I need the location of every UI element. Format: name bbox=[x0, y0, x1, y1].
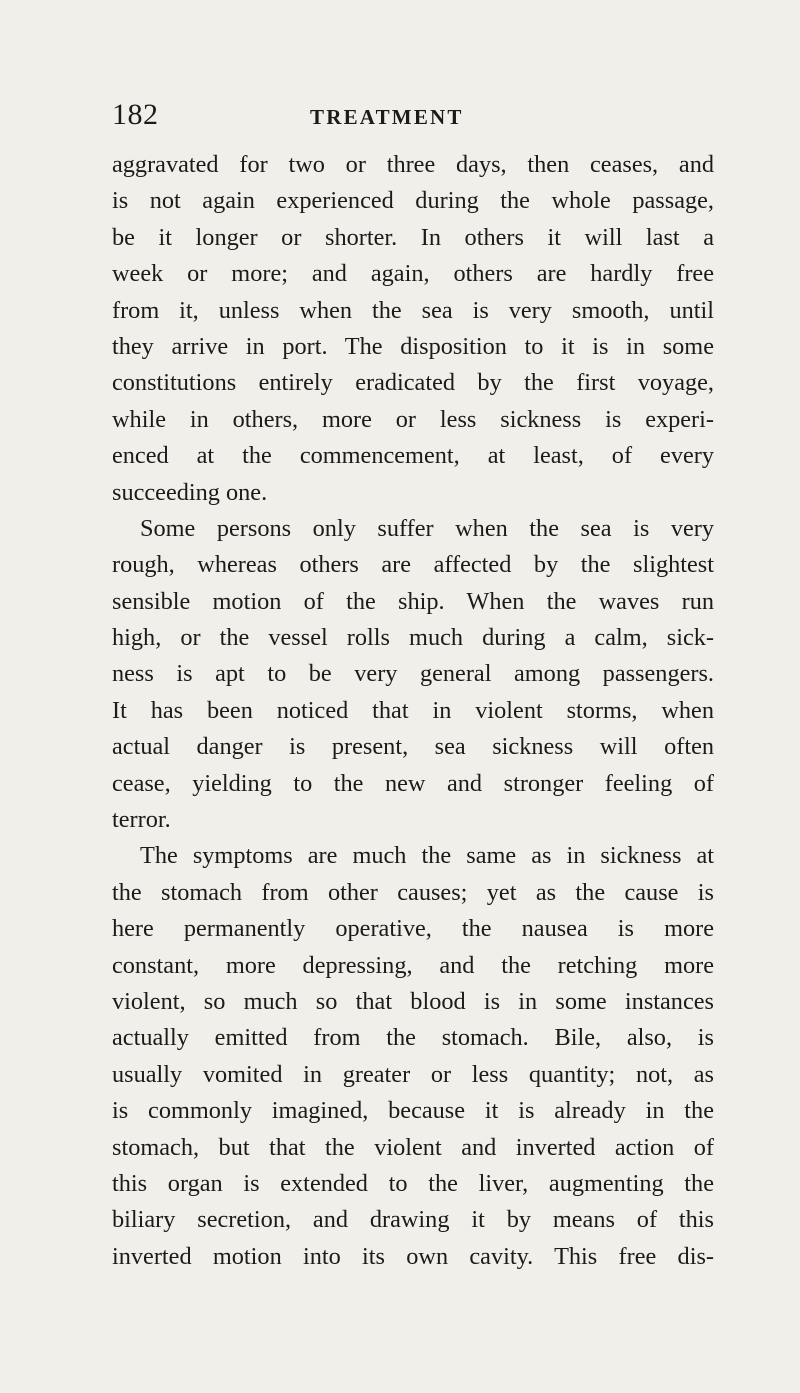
text-line: this organ is extended to the liver, augmenting the bbox=[112, 1169, 714, 1197]
paragraph-start-line: Some persons only suffer when the sea is very bbox=[140, 514, 714, 542]
text-line: here permanently operative, the nausea is more bbox=[112, 915, 714, 943]
text-line: rough, whereas others are affected by the slightest bbox=[112, 551, 714, 579]
body-text bbox=[112, 147, 714, 1275]
text-line: constant, more depressing, and the retching more bbox=[112, 951, 714, 979]
text-line: violent, so much so that blood is in some instances bbox=[112, 987, 714, 1015]
text-line: actual danger is present, sea sickness will often bbox=[112, 733, 714, 761]
page-number: 182 bbox=[112, 98, 159, 131]
text-line: usually vomited in greater or less quantity; not, as bbox=[112, 1060, 714, 1088]
text-line: sensible motion of the ship. When the waves run bbox=[112, 587, 714, 615]
paragraph-end-line: terror. bbox=[112, 806, 171, 834]
running-title: TREATMENT bbox=[310, 105, 464, 129]
text-line: the stomach from other causes; yet as the cause is bbox=[112, 878, 714, 906]
paragraph-end-line: succeeding one. bbox=[112, 478, 268, 506]
text-line: from it, unless when the sea is very smooth, until bbox=[112, 296, 714, 324]
text-line: is commonly imagined, because it is already in the bbox=[112, 1097, 714, 1125]
text-line: be it longer or shorter. In others it will last a bbox=[112, 223, 714, 251]
text-line: ness is apt to be very general among passengers. bbox=[112, 660, 714, 688]
text-line: cease, yielding to the new and stronger feeling of bbox=[112, 769, 714, 797]
text-line: inverted motion into its own cavity. This free dis- bbox=[112, 1242, 714, 1270]
text-line: week or more; and again, others are hardly free bbox=[112, 260, 714, 288]
running-head bbox=[112, 98, 752, 132]
text-line: while in others, more or less sickness is experi- bbox=[112, 405, 714, 433]
text-line: actually emitted from the stomach. Bile, also, is bbox=[112, 1024, 714, 1052]
text-line: biliary secretion, and drawing it by means of this bbox=[112, 1206, 714, 1234]
text-line: constitutions entirely eradicated by the first voyage, bbox=[112, 369, 714, 397]
text-line: stomach, but that the violent and inverted action of bbox=[112, 1133, 714, 1161]
text-line: aggravated for two or three days, then ceases, and bbox=[112, 151, 714, 178]
text-line: It has been noticed that in violent storms, when bbox=[112, 696, 714, 724]
paragraph-start-line: The symptoms are much the same as in sickness at bbox=[140, 842, 714, 870]
text-line: enced at the commencement, at least, of every bbox=[112, 442, 714, 470]
text-line: they arrive in port. The disposition to it is in some bbox=[112, 332, 714, 360]
text-line: is not again experienced during the whole passage, bbox=[112, 187, 714, 215]
text-line: high, or the vessel rolls much during a calm, sick- bbox=[112, 624, 714, 652]
